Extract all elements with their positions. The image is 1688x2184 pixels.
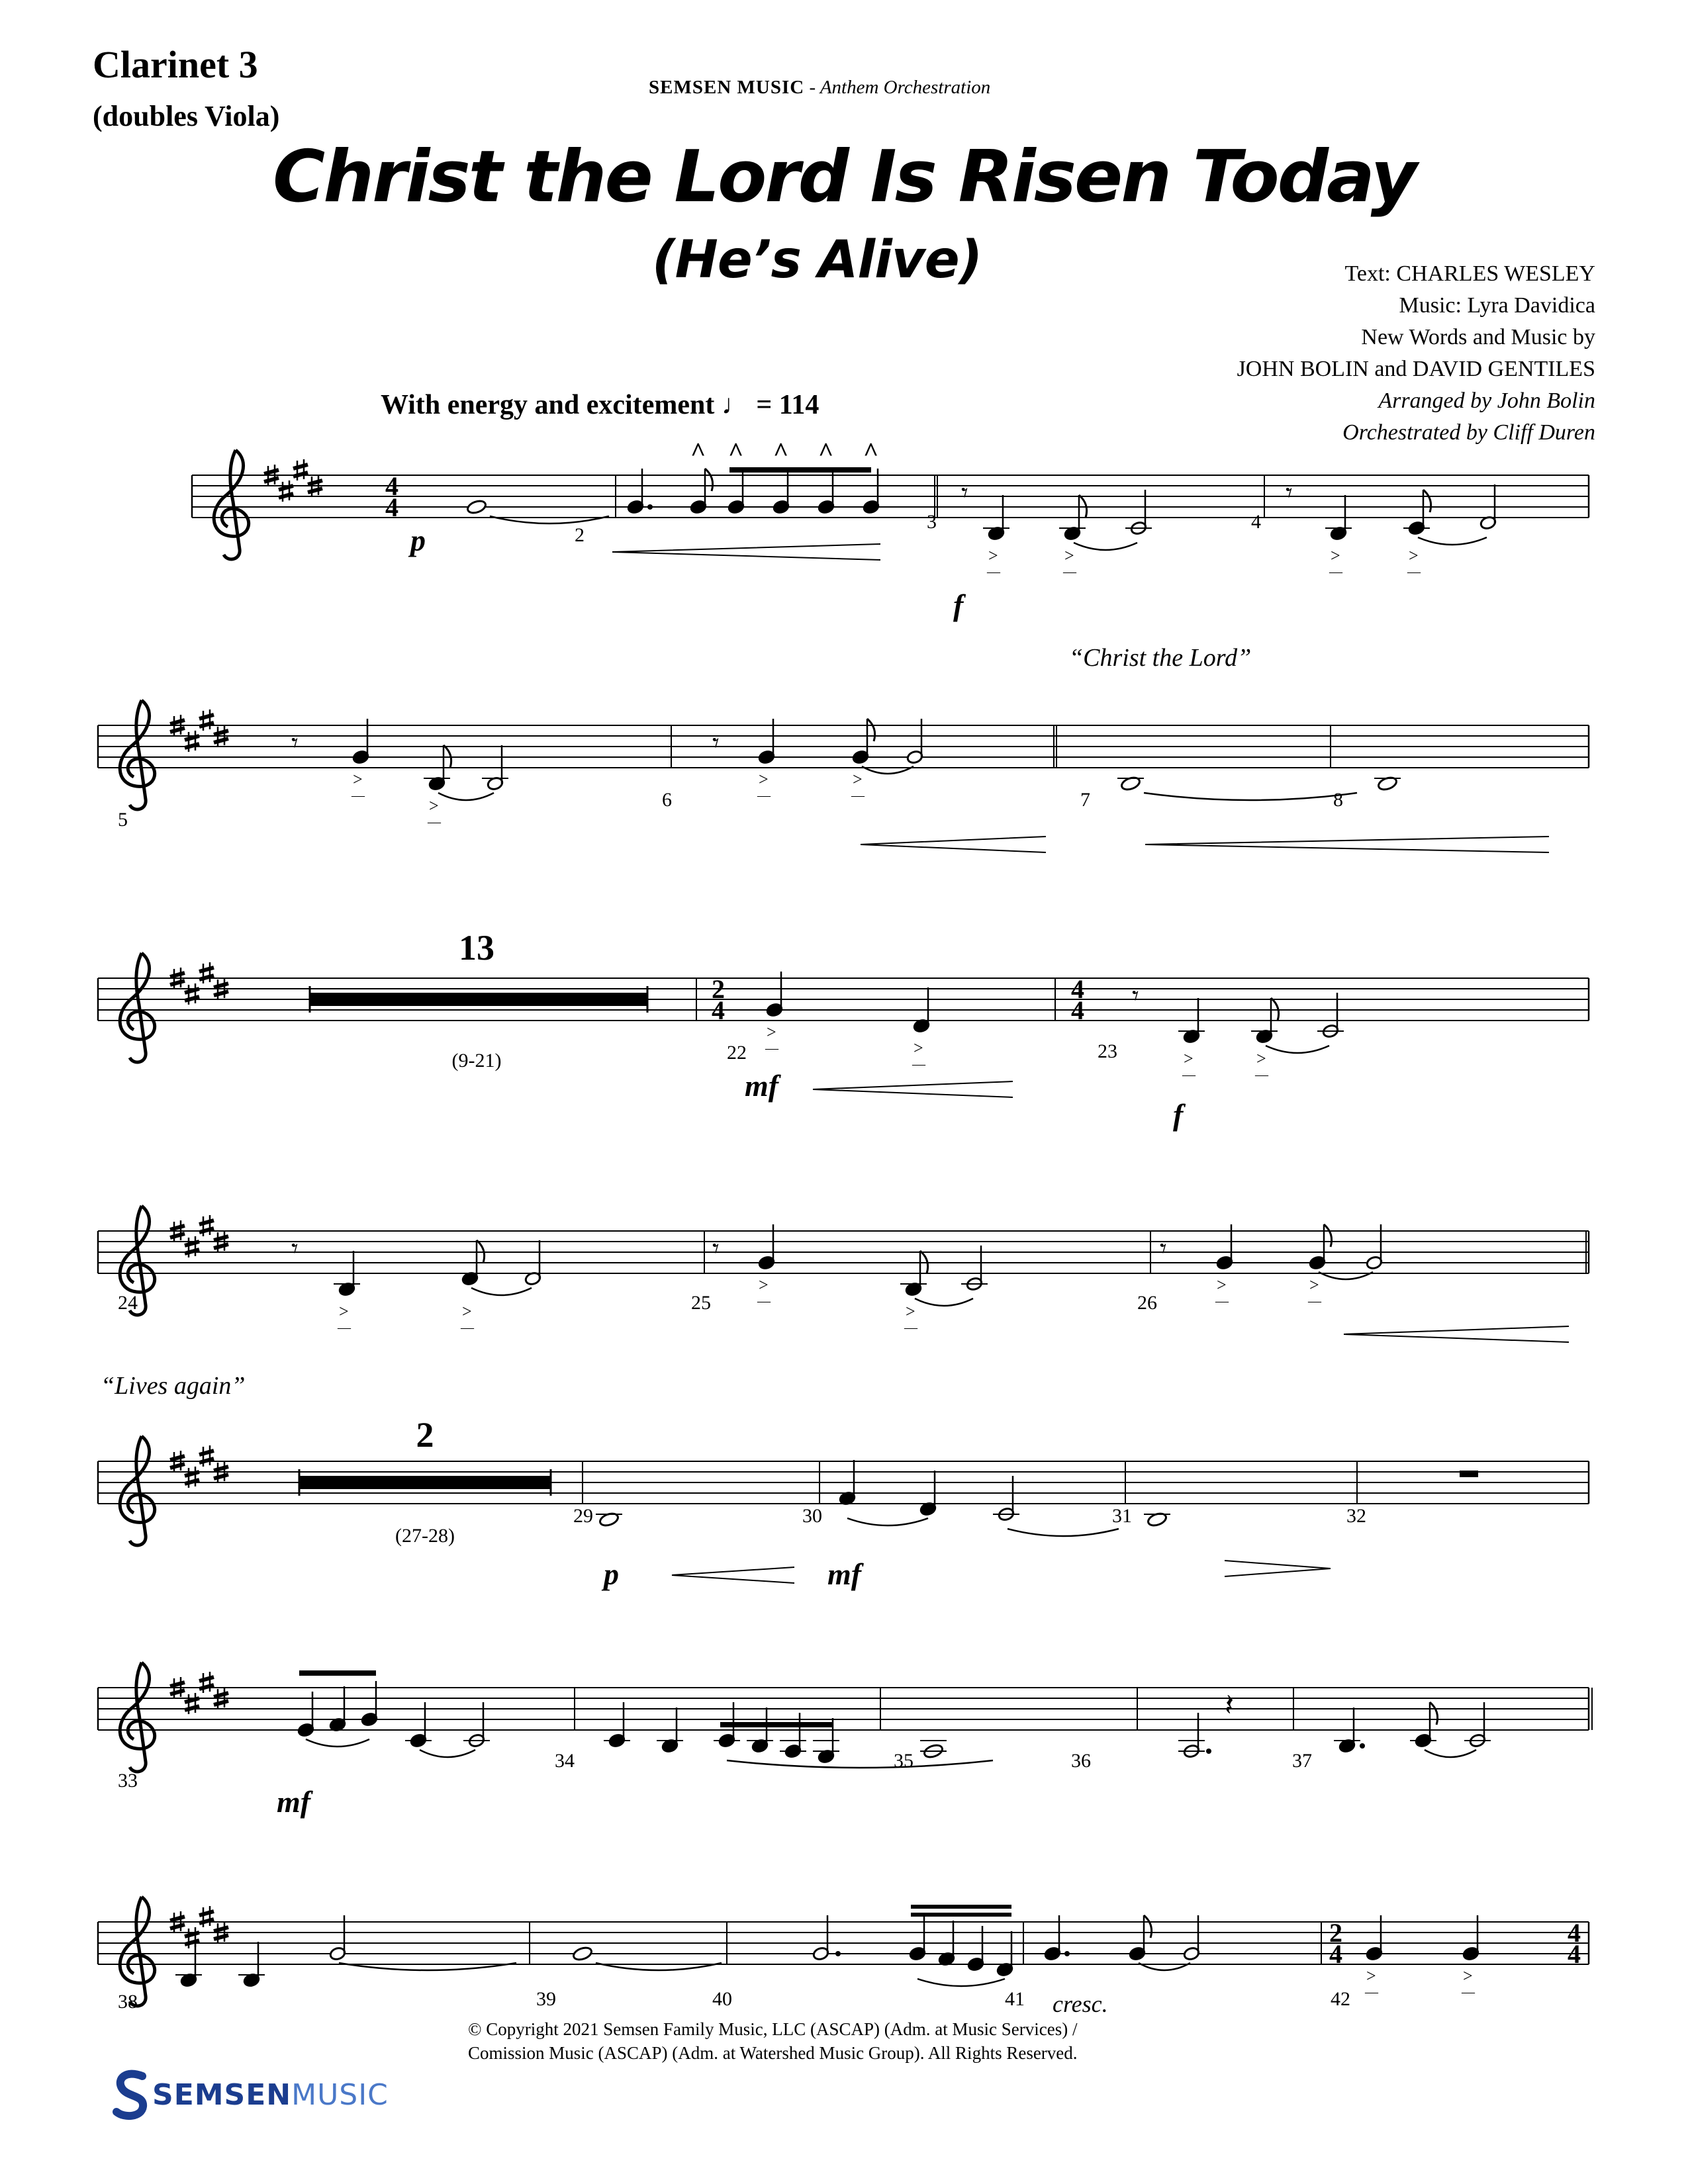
dot	[1206, 1749, 1211, 1754]
time-signature-bottom: 4	[385, 492, 399, 522]
dynamic-p: p	[410, 523, 426, 557]
time-signature-top: 2	[1329, 1918, 1342, 1948]
tie-slur	[1266, 1046, 1329, 1053]
dynamic-f: f	[1173, 1098, 1184, 1132]
tenuto-mark: —	[757, 788, 771, 803]
part-note: (doubles Viola)	[93, 100, 280, 132]
tenuto-mark: —	[1462, 1985, 1475, 1999]
dynamic-mf: mf	[277, 1785, 311, 1819]
time-signature-bottom: 4	[1329, 1939, 1342, 1969]
tenuto-mark: —	[1255, 1068, 1268, 1082]
measure-number: 22	[727, 1042, 747, 1064]
quarter-rest-icon: 𝄽	[1225, 1688, 1235, 1722]
treble-clef-icon	[120, 1436, 154, 1545]
credit-music: Music: Lyra Davidica	[1399, 293, 1595, 318]
tie-slur	[917, 1979, 1005, 1986]
copyright-line-2: Comission Music (ASCAP) (Adm. at Watershed Music Group). All Rights Reserved.	[468, 2043, 1078, 2063]
decrescendo-hairpin	[1225, 1561, 1331, 1576]
tie-slur	[1425, 1750, 1476, 1757]
measure-number: 41	[1005, 1988, 1025, 2010]
dynamic-p: p	[604, 1557, 619, 1591]
credit-arranger: Arranged by John Bolin	[1378, 388, 1595, 413]
tenuto-mark: —	[1329, 565, 1342, 579]
accent-mark: >	[1366, 1966, 1376, 1985]
note-flag	[1144, 1915, 1152, 1938]
eighth-rest-icon: 𝄾	[961, 478, 968, 508]
staff-system-1	[192, 450, 1589, 559]
sharp-icon	[199, 1672, 214, 1693]
measure-number: 25	[691, 1292, 711, 1314]
page-title: Christ the Lord Is Risen Today	[273, 136, 1415, 218]
quarter-note-icon: ♩	[721, 390, 749, 420]
measure-number: 23	[1098, 1040, 1117, 1062]
page-subtitle: (He’s Alive)	[652, 230, 982, 290]
tenuto-mark: —	[1407, 565, 1421, 579]
tie-slur	[1418, 537, 1487, 545]
crescendo-hairpin	[672, 1567, 794, 1583]
cue-lives-again: “Lives again”	[101, 1372, 246, 1400]
whole-rest-icon	[1460, 1471, 1478, 1477]
sharp-icon	[199, 709, 214, 731]
marcato-mark: ^	[773, 437, 789, 467]
tenuto-mark: —	[912, 1057, 925, 1071]
staff-system-4	[98, 1206, 1589, 1315]
accent-mark: >	[1256, 1049, 1266, 1068]
sharp-icon	[185, 1927, 199, 1948]
marcato-mark: ^	[728, 437, 744, 467]
multi-rest-range: (27-28)	[395, 1525, 455, 1547]
accent-mark: >	[353, 770, 363, 789]
accent-mark: >	[853, 770, 863, 789]
measure-number: 31	[1112, 1505, 1132, 1527]
tenuto-mark: —	[757, 1294, 771, 1308]
beam	[911, 1913, 1011, 1917]
dot	[647, 504, 653, 510]
tenuto-mark: —	[987, 565, 1000, 579]
crescendo-hairpin	[861, 837, 1046, 852]
measure-number: 42	[1331, 1988, 1350, 2010]
tenuto-mark: —	[1308, 1294, 1321, 1308]
measure-number: 36	[1071, 1750, 1091, 1772]
note-head	[466, 499, 487, 516]
marcato-mark: ^	[863, 437, 879, 467]
sharp-icon	[185, 1467, 199, 1488]
measure-number: 35	[894, 1750, 914, 1772]
accent-mark: >	[1309, 1275, 1319, 1295]
measure-number: 37	[1292, 1750, 1312, 1772]
sharp-icon	[279, 480, 293, 502]
time-signature-top: 4	[1568, 1918, 1581, 1948]
treble-clef-icon	[120, 1897, 154, 2006]
dot	[1064, 1951, 1070, 1956]
accent-mark: >	[906, 1302, 915, 1321]
dot	[1360, 1743, 1365, 1749]
publisher-logo	[113, 2068, 389, 2121]
eighth-rest-icon: 𝄾	[1286, 478, 1293, 508]
sharp-icon	[199, 1215, 214, 1236]
marcato-mark: ^	[818, 437, 834, 467]
series-name: - Anthem Orchestration	[809, 77, 991, 98]
sharp-icon	[185, 1693, 199, 1714]
measure-number: 30	[802, 1505, 822, 1527]
tenuto-mark: —	[851, 788, 865, 803]
accent-mark: >	[759, 770, 769, 789]
beam	[299, 1670, 376, 1676]
tenuto-mark: —	[461, 1320, 474, 1335]
tenuto-mark: —	[904, 1320, 917, 1335]
treble-clef-icon	[120, 700, 154, 809]
note-flag	[1324, 1224, 1332, 1247]
eighth-rest-icon: 𝄾	[1132, 981, 1139, 1011]
dynamic-f: f	[953, 588, 964, 622]
measure-number: 5	[118, 809, 128, 831]
accent-mark: >	[339, 1302, 349, 1321]
tie-slur	[471, 1288, 532, 1295]
treble-clef-icon	[120, 953, 154, 1062]
time-signature-top: 4	[1071, 974, 1084, 1004]
tenuto-mark: —	[338, 1320, 351, 1335]
publisher-name: SEMSEN MUSIC	[649, 77, 805, 98]
tenuto-mark: —	[765, 1041, 778, 1056]
copyright-notice	[468, 2017, 1078, 2065]
eighth-rest-icon: 𝄾	[712, 1234, 720, 1263]
tie-slur	[915, 1298, 973, 1306]
note-flag	[1423, 490, 1431, 512]
note-flag	[867, 719, 875, 741]
tenuto-mark: —	[1063, 565, 1076, 579]
accent-mark: >	[759, 1275, 769, 1295]
logo-word-music: MUSIC	[291, 2077, 389, 2112]
eighth-rest-icon: 𝄾	[291, 1234, 299, 1263]
accent-mark: >	[988, 546, 998, 565]
crescendo-hairpin	[813, 1081, 1013, 1097]
measure-number: 8	[1333, 789, 1343, 811]
cue-christ-the-lord: “Christ the Lord”	[1069, 644, 1252, 672]
tempo-value: = 114	[756, 390, 820, 420]
credit-composers: JOHN BOLIN and DAVID GENTILES	[1237, 357, 1595, 381]
tie-slur	[420, 1750, 475, 1757]
credit-orchestrator: Orchestrated by Cliff Duren	[1342, 420, 1595, 445]
time-signature-bottom: 4	[1071, 995, 1084, 1025]
time-signature-bottom: 4	[1568, 1939, 1581, 1969]
accent-mark: >	[1463, 1966, 1473, 1985]
multi-rest-count: 13	[459, 928, 494, 968]
tie-slur	[438, 793, 494, 800]
measure-number: 24	[118, 1292, 138, 1314]
tie-slur	[306, 1739, 369, 1747]
time-signature-bottom: 4	[712, 995, 725, 1025]
measure-number: 29	[573, 1505, 593, 1527]
tempo-text: With energy and excitement	[381, 390, 715, 420]
tenuto-mark: —	[352, 788, 365, 803]
accent-mark: >	[914, 1038, 923, 1058]
multi-rest-range: (9-21)	[451, 1050, 502, 1071]
accent-mark: >	[1217, 1275, 1227, 1295]
accent-mark: >	[767, 1023, 776, 1042]
credit-text: Text: CHARLES WESLEY	[1344, 261, 1595, 286]
staff-system-3	[98, 953, 1589, 1062]
beam	[911, 1905, 1011, 1909]
measure-number: 26	[1137, 1292, 1157, 1314]
semsen-logo-icon	[113, 2068, 152, 2121]
accent-mark: >	[1184, 1049, 1194, 1068]
measure-number: 40	[712, 1988, 732, 2010]
dynamic-cresc: cresc.	[1053, 1991, 1108, 2017]
crescendo-hairpin	[1344, 1326, 1569, 1342]
time-signature-top: 2	[712, 974, 725, 1004]
measure-number: 7	[1080, 789, 1090, 811]
dot	[835, 1951, 841, 1956]
accent-mark: >	[1409, 546, 1419, 565]
measure-number: 2	[575, 524, 585, 546]
eighth-rest-icon: 𝄾	[291, 728, 299, 758]
tenuto-mark: —	[1365, 1985, 1378, 1999]
dynamic-mf: mf	[745, 1069, 779, 1103]
staff-system-2	[98, 700, 1589, 809]
treble-clef-icon	[120, 1662, 154, 1772]
copyright-line-1: © Copyright 2021 Semsen Family Music, LLC (ASCAP) (Adm. at Music Services) /	[468, 2019, 1078, 2039]
tie-slur	[847, 1518, 928, 1525]
measure-number: 3	[927, 511, 937, 533]
multi-measure-rest	[310, 993, 647, 1006]
tie-slur	[1008, 1529, 1119, 1536]
eighth-rest-icon: 𝄾	[712, 728, 720, 758]
tie-slur	[727, 1760, 993, 1768]
accent-mark: >	[1331, 546, 1340, 565]
measure-number: 34	[555, 1750, 575, 1772]
multi-rest-count: 2	[416, 1415, 434, 1455]
sharp-icon	[293, 459, 308, 480]
multi-measure-rest	[299, 1476, 551, 1489]
crescendo-hairpin	[612, 544, 880, 560]
sharp-icon	[199, 1906, 214, 1927]
note-head	[572, 1946, 593, 1962]
treble-clef-icon	[214, 450, 248, 559]
sharp-icon	[185, 731, 199, 752]
beam	[720, 1722, 833, 1727]
tenuto-mark: —	[1182, 1068, 1196, 1082]
measure-number: 32	[1346, 1505, 1366, 1527]
accent-mark: >	[429, 796, 439, 815]
measure-number: 4	[1251, 511, 1261, 533]
part-name: Clarinet 3	[93, 43, 258, 86]
beam	[729, 467, 871, 473]
tenuto-mark: —	[1215, 1294, 1229, 1308]
note-flag	[705, 469, 713, 491]
tie-slur	[1144, 793, 1357, 800]
marcato-mark: ^	[690, 437, 706, 467]
staff-system-5	[98, 1436, 1589, 1545]
sharp-icon	[185, 983, 199, 1005]
measure-number: 39	[536, 1988, 556, 2010]
tenuto-mark: —	[428, 815, 441, 829]
sharp-icon	[185, 1236, 199, 1257]
credit-new-words: New Words and Music by	[1361, 325, 1595, 349]
note-flag	[1430, 1702, 1438, 1725]
crescendo-hairpin	[1145, 837, 1549, 852]
eighth-rest-icon: 𝄾	[1160, 1234, 1167, 1263]
accent-mark: >	[462, 1302, 472, 1321]
logo-word-semsen: SEMSEN	[152, 2077, 292, 2112]
accent-mark: >	[1064, 546, 1074, 565]
staff-system-6	[98, 1662, 1589, 1772]
measure-number: 6	[662, 789, 672, 811]
tie-slur	[1074, 543, 1137, 550]
measure-number: 33	[118, 1770, 138, 1792]
time-signature-top: 4	[385, 471, 399, 501]
measure-number: 38	[118, 1991, 138, 2013]
sharp-icon	[199, 962, 214, 983]
sharp-icon	[199, 1445, 214, 1467]
dynamic-mf: mf	[827, 1557, 862, 1591]
